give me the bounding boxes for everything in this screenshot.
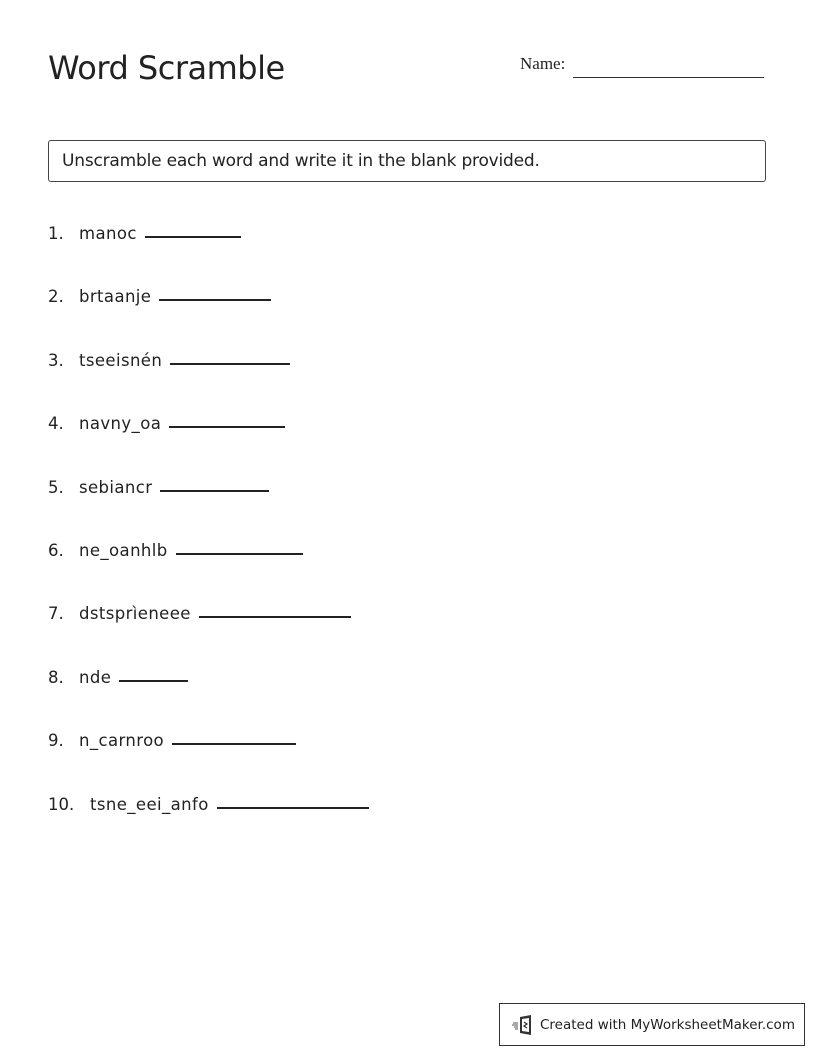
question-number: 4. <box>48 414 64 434</box>
footer-text: Created with MyWorksheetMaker.com <box>540 1016 795 1033</box>
answer-blank[interactable] <box>199 602 351 618</box>
question-number: 7. <box>48 604 64 624</box>
scrambled-word: n_carnroo <box>79 731 165 751</box>
footer-badge <box>499 1003 805 1046</box>
question-item <box>48 539 369 602</box>
scrambled-word: sebiancr <box>79 477 153 497</box>
question-item <box>48 729 369 792</box>
name-blank-line[interactable] <box>573 76 764 78</box>
question-item <box>48 666 369 729</box>
answer-blank[interactable] <box>119 666 188 682</box>
page-title: Word Scramble <box>48 49 285 87</box>
answer-blank[interactable] <box>169 412 285 428</box>
question-number: 2. <box>48 287 64 307</box>
name-field <box>520 54 764 74</box>
answer-blank[interactable] <box>170 349 290 365</box>
instructions-box: Unscramble each word and write it in the blank provided. <box>48 140 766 182</box>
question-item <box>48 602 369 665</box>
scrambled-word: tseeisnén <box>79 350 163 370</box>
worksheet-maker-logo-icon <box>512 1014 534 1036</box>
answer-blank[interactable] <box>172 729 296 745</box>
question-item <box>48 285 369 348</box>
scrambled-word: tsne_eei_anfo <box>90 794 209 814</box>
scrambled-word: brtaanje <box>79 287 152 307</box>
question-number: 5. <box>48 477 64 497</box>
question-number: 8. <box>48 667 64 687</box>
question-list <box>48 222 369 856</box>
scrambled-word: nde <box>79 667 112 687</box>
question-number: 1. <box>48 224 64 243</box>
answer-blank[interactable] <box>176 539 303 555</box>
question-number: 9. <box>48 731 64 751</box>
answer-blank[interactable] <box>145 222 241 238</box>
question-item <box>48 222 369 285</box>
question-number: 3. <box>48 350 64 370</box>
question-item <box>48 793 369 856</box>
name-label: Name: <box>520 54 566 73</box>
answer-blank[interactable] <box>160 476 269 492</box>
question-item <box>48 349 369 412</box>
question-number: 6. <box>48 540 64 560</box>
question-item <box>48 476 369 539</box>
scrambled-word: dstsprìeneee <box>79 604 191 624</box>
scrambled-word: navny_oa <box>79 414 162 434</box>
scrambled-word: manoc <box>79 224 137 243</box>
question-number: 10. <box>48 794 75 814</box>
scrambled-word: ne_oanhlb <box>79 540 168 560</box>
question-item <box>48 412 369 475</box>
answer-blank[interactable] <box>217 793 369 809</box>
answer-blank[interactable] <box>159 285 271 301</box>
